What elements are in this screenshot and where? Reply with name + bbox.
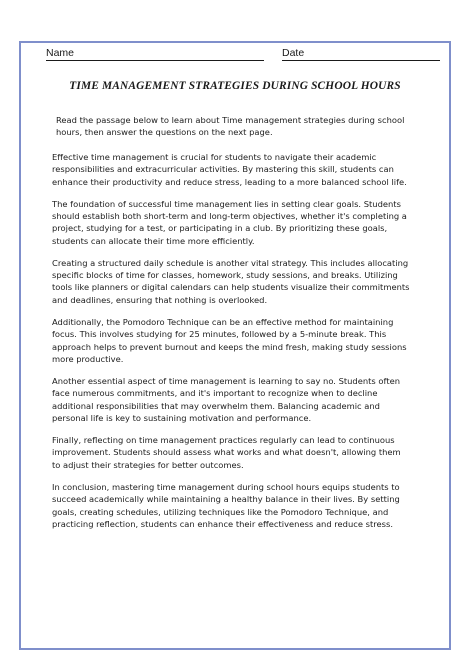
passage [52,114,410,540]
date-field[interactable] [282,46,440,61]
name-date-row [46,46,440,62]
date-label: Date [282,47,305,59]
name-field[interactable] [46,46,264,61]
paragraph: Finally, reflecting on time management practices regularly can lead to continuous improvement. Students should assess what works and what doesn't, allowing them to adjust their strategies for better outcomes. [52,435,401,470]
paragraph: Effective time management is crucial for students to navigate their academic responsibilities and extracurricular activities. By mastering this skill, students can enhance their productivity and reduce stress, leading to a more balanced school life. [52,151,407,187]
paragraph: Creating a structured daily schedule is another vital strategy. This includes allocating specific blocks of time for classes, homework, study sessions, and breaks. Utilizing tools like planners or digital calendars can help students visualize their commitments and deadlines, ensuring that nothing is overlooked. [52,257,410,305]
page-title: TIME MANAGEMENT STRATEGIES DURING SCHOOL HOURS [69,80,401,92]
paragraph: The foundation of successful time management lies in setting clear goals. Students should establish both short-term and long-term objectives, whether it's completing a project, studying for a test, or participating in a club. By prioritizing these goals, students can allocate their time more efficiently. [52,198,407,246]
paragraph: Another essential aspect of time management is learning to say no. Students often face numerous commitments, and it's important to recognize when to decline additional responsibilities that may overwhelm them. Balancing academic and personal life is key to sustaining motivation and performance. [52,375,401,424]
paragraph: In conclusion, mastering time management during school hours equips students to succeed academically while maintaining a healthy balance in their lives. By setting goals, creating schedules, utilizing techniques like the Pomodoro Technique, and practicing reflection, students can enhance their effectiveness and reduce stress. [52,481,400,529]
paragraph-intro: Read the passage below to learn about Time management strategies during school hours, then answer the questions on the next page. [56,115,405,138]
paragraph: Additionally, the Pomodoro Technique can be an effective method for maintaining focus. This involves studying for 25 minutes, followed by a 5-minute break. This approach helps to prevent burnout and keeps the mind fresh, making study sessions more productive. [52,316,407,364]
name-label: Name [46,47,75,59]
